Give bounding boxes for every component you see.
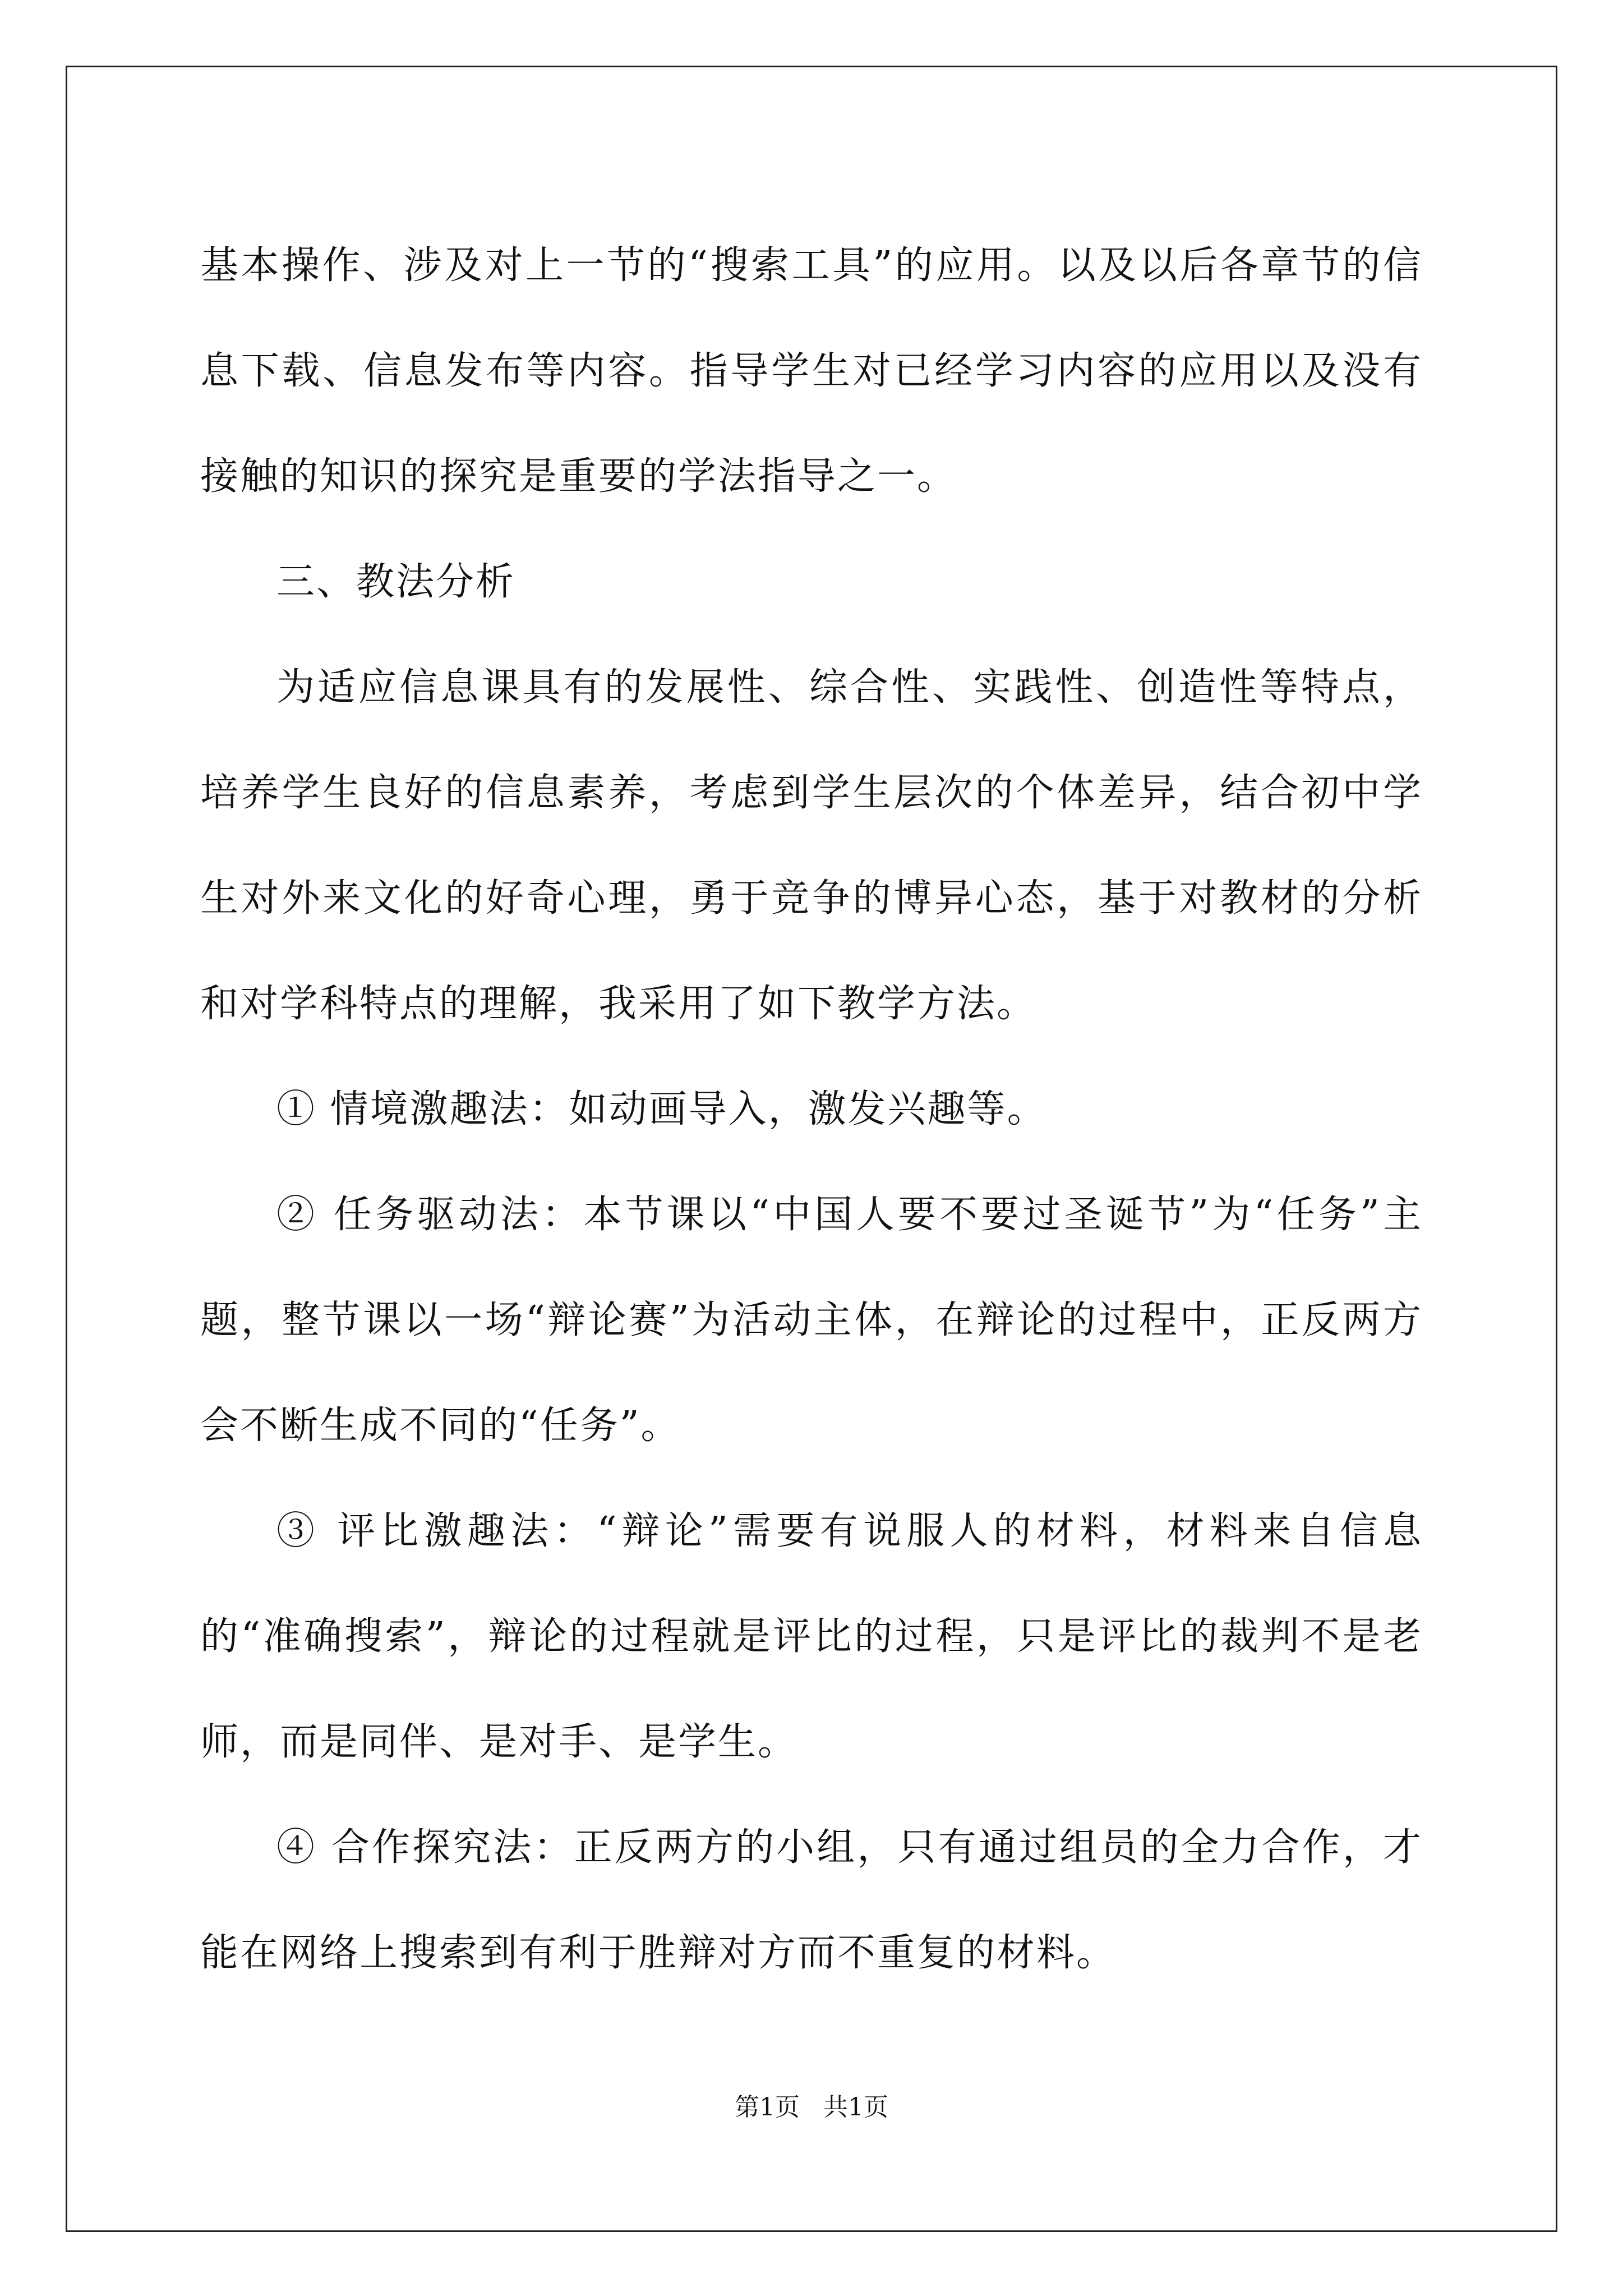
page-footer [0,2087,1623,2123]
paragraph-2: 为适应信息课具有的发展性、综合性、实践性、创造性等特点，培养学生良好的信息素养，考虑到学生层次的个体差异，结合初中学生对外来文化的好奇心理，勇于竞争的博异心态，基于对教材的分析和对学科特点的理解，我采用了如下教学方法。 [200,665,1423,1026]
list-item-method-1: ① 情境激趣法：如动画导入，激发兴趣等。 [276,1087,1047,1131]
paragraph-1: 基本操作、涉及对上一节的“搜索工具”的应用。以及以后各章节的信息下载、信息发布等内容。指导学生对已经学习内容的应用以及没有接触的知识的探究是重要的学法指导之一。 [200,243,1423,499]
list-item-method-2: ② 任务驱动法：本节课以“中国人要不要过圣诞节”为“任务”主题，整节课以一场“辩论赛”为活动主体，在辩论的过程中，正反两方会不断生成不同的“任务”。 [200,1193,1423,1448]
list-item-method-4: ④ 合作探究法：正反两方的小组，只有通过组员的全力合作，才能在网络上搜索到有利于胜辩对方而不重复的材料。 [200,1825,1423,1975]
document-body [200,213,1423,2006]
page-number-total: 共1页 [823,2093,888,2122]
list-item-method-3: ③ 评比激趣法：“辩论”需要有说服人的材料，材料来自信息的“准确搜索”，辩论的过程就是评比的过程，只是评比的裁判不是老师，而是同伴、是对手、是学生。 [200,1509,1423,1764]
section-heading-teaching-method-analysis: 三、教法分析 [276,560,516,604]
page-number-current: 第1页 [735,2093,800,2122]
